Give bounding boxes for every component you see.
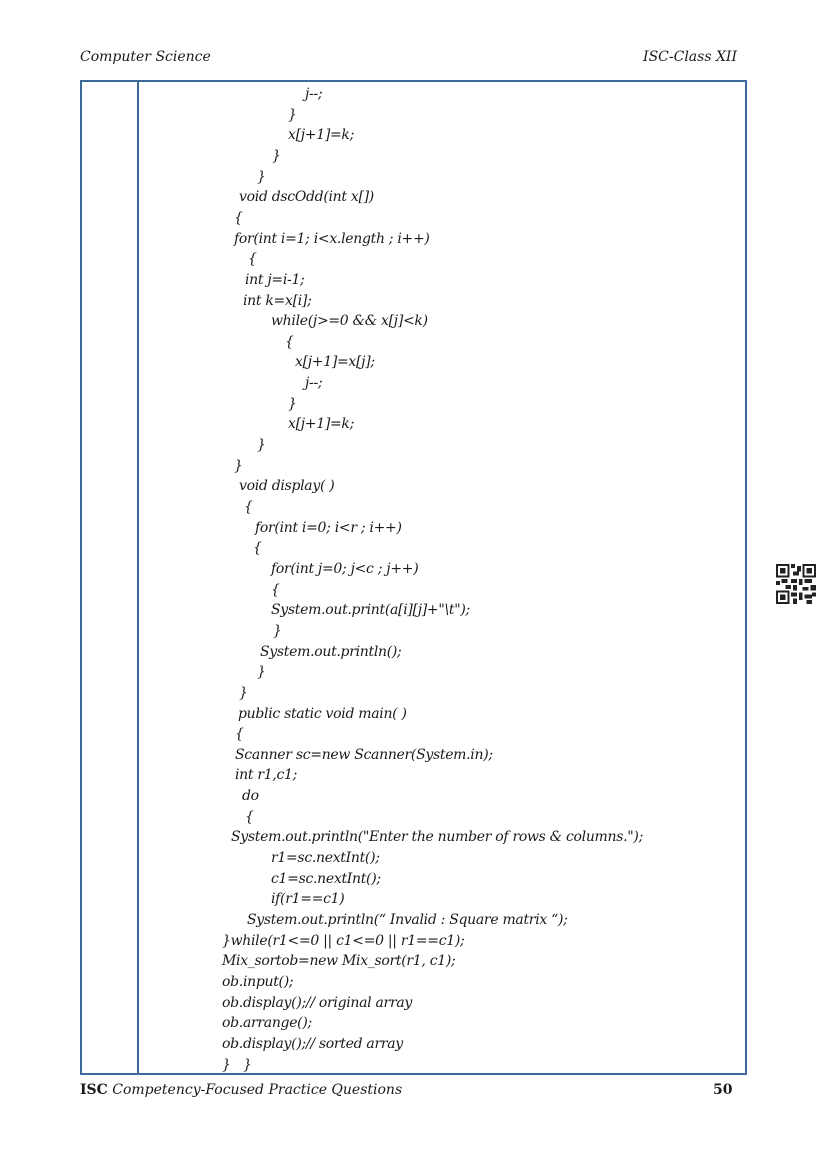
header-subject: Computer Science [80,49,211,65]
code-line: int r1,c1; [235,767,298,784]
footer-prefix: ISC [80,1082,108,1098]
code-line: } } [222,1056,252,1073]
code-line: Scanner sc=new Scanner(System.in); [235,746,493,763]
code-line: x[j+1]=k; [288,127,355,144]
code-line: ob.display();// sorted array [222,1035,403,1052]
code-line: } [288,106,297,123]
code-line: } [239,684,248,701]
code-line: ob.display();// original array [222,994,413,1011]
header-class: ISC-Class XII [643,49,737,65]
code-line: } [234,457,243,474]
code-line: j--; [305,86,323,102]
code-line: } [257,168,266,185]
code-line: } [273,622,282,639]
code-line: while(j>=0 && x[j]<k) [271,313,428,330]
code-line: void display( ) [239,478,335,495]
code-line: { [248,251,257,268]
code-line: c1=sc.nextInt(); [271,870,381,887]
code-line: if(r1==c1) [271,891,345,908]
code-line: } [257,437,266,454]
code-line: for(int j=0; j<c ; j++) [271,560,419,577]
code-line: for(int i=0; i<r ; i++) [255,519,402,536]
footer-subtitle: Competency-Focused Practice Questions [107,1082,403,1098]
code-line: System.out.println(); [260,643,402,660]
code-line: x[j+1]=x[j]; [295,354,375,371]
code-line: { [235,726,244,743]
qr-code-icon [776,564,816,604]
code-line: System.out.println("Enter the number of rows & columns."); [231,829,644,846]
code-line: ob.arrange(); [222,1015,312,1032]
code-line: j--; [305,375,323,392]
code-line: x[j+1]=k; [288,416,355,433]
code-line: { [245,808,254,825]
code-line: void dscOdd(int x[]) [239,189,374,206]
code-line: System.out.print(a[i][j]+"\t"); [271,602,470,619]
code-line: int j=i-1; [245,271,305,288]
code-line: { [234,209,243,226]
code-line: } [257,664,266,681]
column-divider [137,82,139,1073]
code-line: { [244,499,253,515]
code-line: ob.input(); [222,973,294,990]
code-line: { [253,540,262,557]
code-line: } [288,395,297,412]
code-line: for(int i=1; i<x.length ; i++) [234,230,430,247]
code-line: do [242,788,259,805]
code-line: Mix_sortob=new Mix_sort(r1, c1); [222,953,456,970]
code-line: } [272,147,281,164]
code-line: r1=sc.nextInt(); [271,850,380,867]
code-line: System.out.println(“ Invalid : Square matrix “); [247,912,568,928]
footer-title [80,1082,402,1098]
code-line: public static void main( ) [238,705,407,722]
code-line: { [271,581,280,598]
code-line: { [285,333,294,350]
page-number: 50 [713,1082,733,1098]
code-line: }while(r1<=0 || c1<=0 || r1==c1); [222,932,465,949]
code-line: int k=x[i]; [243,292,312,309]
